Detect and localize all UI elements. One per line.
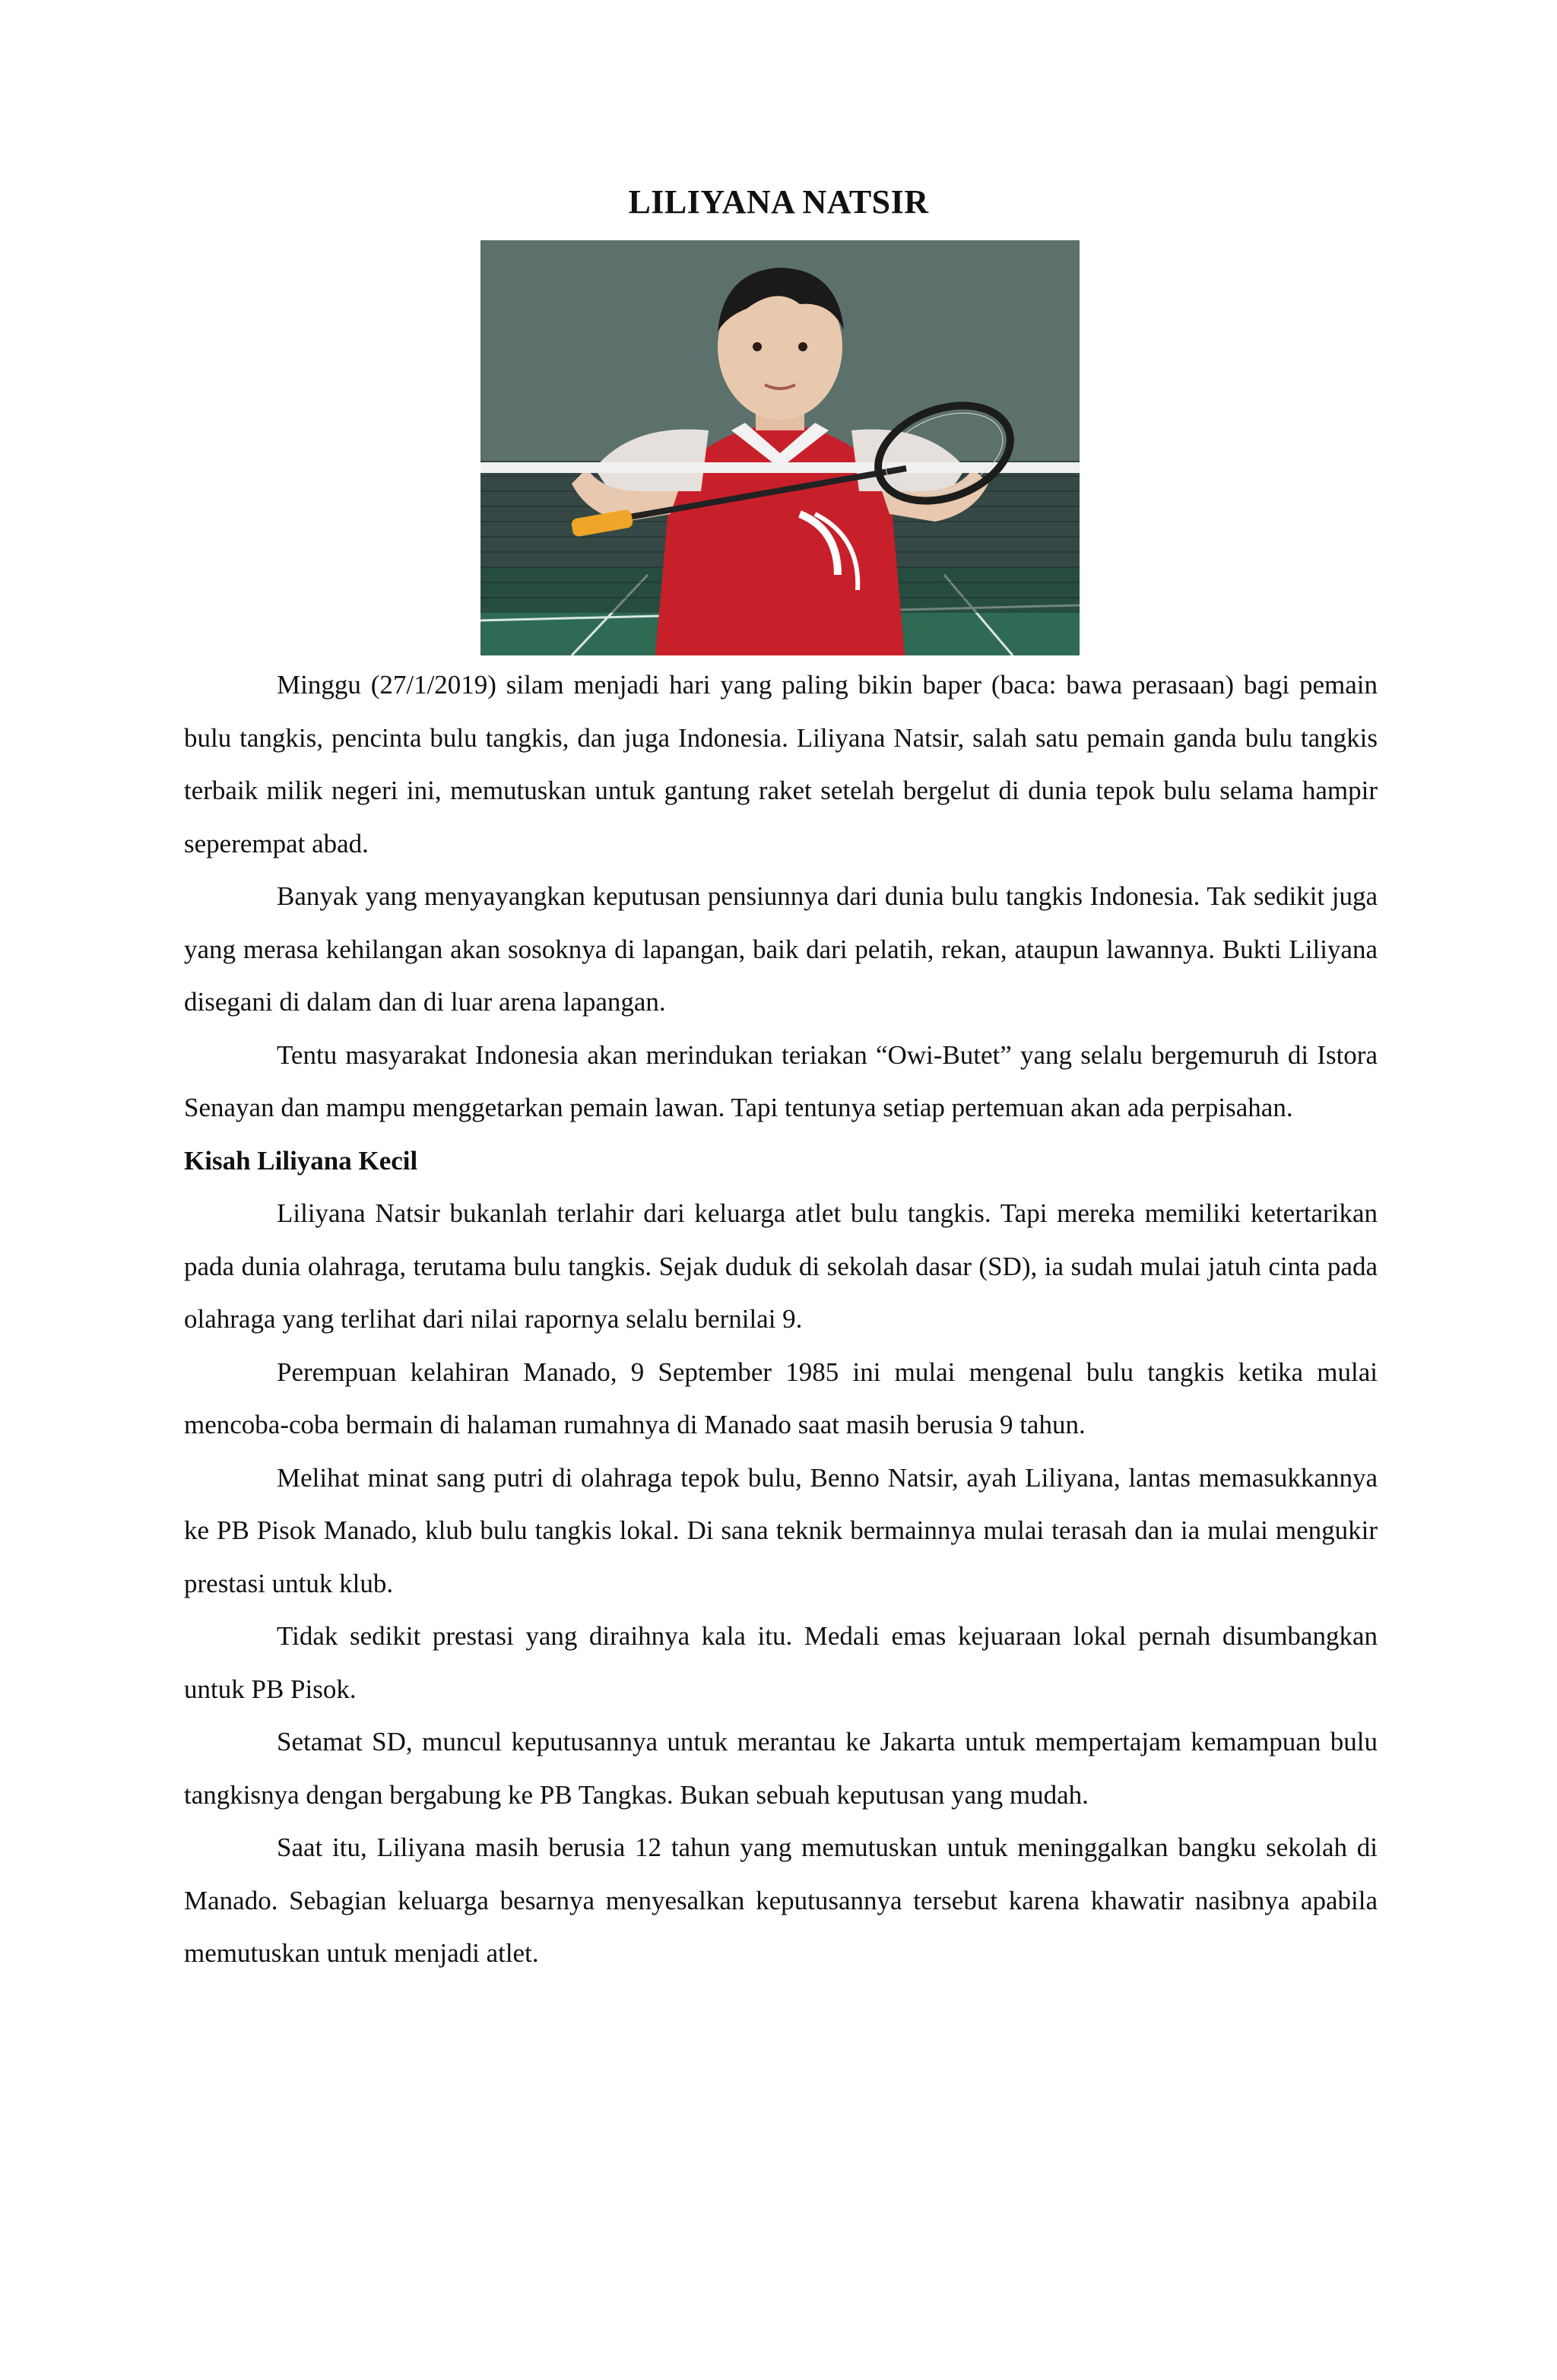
paragraph: Tentu masyarakat Indonesia akan merindukan teriakan “Owi-Butet” yang selalu bergemuruh di Istora Senayan dan mampu menggetarkan pemain lawan. Tapi tentunya setiap pertemuan akan ada perpisahan. (184, 1039, 1378, 1122)
paragraph: Melihat minat sang putri di olahraga tepok bulu, Benno Natsir, ayah Liliyana, lantas memasukkannya ke PB Pisok Manado, klub bulu tangkis lokal. Di sana teknik bermainnya mulai terasah dan ia mulai mengukir prestasi untuk klub. (184, 1462, 1378, 1598)
paragraph: Banyak yang menyayangkan keputusan pensiunnya dari dunia bulu tangkis Indonesia. Tak sedikit juga yang merasa kehilangan akan sosoknya di lapangan, baik dari pelatih, rekan, ataupun lawannya. Bukti Liliyana disegani di dalam dan di luar arena lapangan. (184, 881, 1378, 1017)
portrait-photo (480, 240, 1080, 655)
paragraph: Minggu (27/1/2019) silam menjadi hari yang paling bikin baper (baca: bawa perasaan) bagi pemain bulu tangkis, pencinta bulu tangkis, dan juga Indonesia. Liliyana Natsir, salah satu pemain ganda bulu tangkis terbaik milik negeri ini, memutuskan untuk gantung raket setelah bergelut di dunia tepok bulu selama hampir seperempat abad. (184, 670, 1378, 858)
document-title: LILIYANA NATSIR (628, 183, 929, 221)
paragraph: Liliyana Natsir bukanlah terlahir dari keluarga atlet bulu tangkis. Tapi mereka memiliki ketertarikan pada dunia olahraga, terutama bulu tangkis. Sejak duduk di sekolah dasar (SD), ia sudah mulai jatuh cinta pada olahraga yang terlihat dari nilai rapornya selalu bernilai 9. (184, 1198, 1378, 1334)
article-body (184, 658, 1378, 1980)
paragraph: Saat itu, Liliyana masih berusia 12 tahun yang memutuskan untuk meninggalkan bangku sekolah di Manado. Sebagian keluarga besarnya menyesalkan keputusannya tersebut karena khawatir nasibnya apabila memutuskan untuk menjadi atlet. (184, 1833, 1378, 1968)
paragraph: Perempuan kelahiran Manado, 9 September 1985 ini mulai mengenal bulu tangkis ketika mulai mencoba-coba bermain di halaman rumahnya di Manado saat masih berusia 9 tahun. (184, 1357, 1378, 1439)
section-heading: Kisah Liliyana Kecil (184, 1145, 418, 1176)
portrait-illustration (480, 240, 1080, 655)
paragraph: Setamat SD, muncul keputusannya untuk merantau ke Jakarta untuk mempertajam kemampuan bulu tangkisnya dengan bergabung ke PB Tangkas. Bukan sebuah keputusan yang mudah. (184, 1727, 1378, 1810)
paragraph: Tidak sedikit prestasi yang diraihnya kala itu. Medali emas kejuaraan lokal pernah disumbangkan untuk PB Pisok. (184, 1621, 1378, 1704)
